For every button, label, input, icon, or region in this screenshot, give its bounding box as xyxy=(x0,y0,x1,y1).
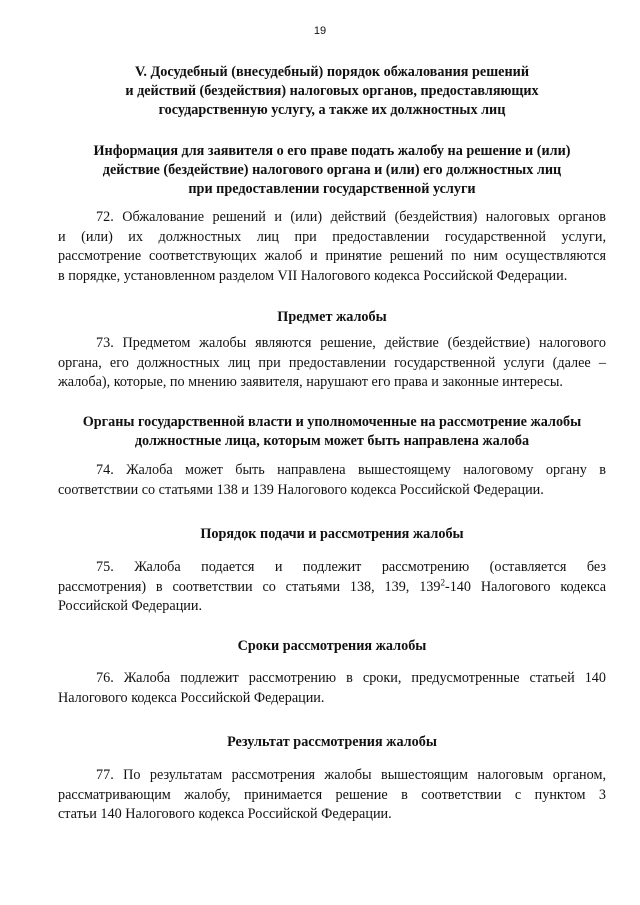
section-title xyxy=(58,63,606,120)
paragraph-line: 77. По результатам рассмотрения жалобы вышестоящим налоговым органом, xyxy=(96,767,606,783)
paragraph-line: в порядке, установленном разделом VII Налогового кодекса Российской Федерации. xyxy=(58,267,568,284)
paragraph-line: Налогового кодекса Российской Федерации. xyxy=(58,689,325,706)
paragraph-line: и (или) их должностных лиц при предоставлении государственной услуги, xyxy=(58,228,606,245)
bodies-heading-line: должностные лица, которым может быть направлена жалоба xyxy=(134,433,530,449)
paragraph-73 xyxy=(58,334,606,393)
subject-heading-line: Предмет жалобы xyxy=(277,309,387,325)
paragraph-line: статьи 140 Налогового кодекса Российской Федерации. xyxy=(58,806,392,822)
result-heading xyxy=(58,733,606,752)
paragraph-line: 76. Жалоба подлежит рассмотрению в сроки, предусмотренные статьей 140 xyxy=(96,670,606,686)
procedure-heading-line: Порядок подачи и рассмотрения жалобы xyxy=(200,526,464,542)
paragraph-line: жалоба), которые, по мнению заявителя, нарушают его права и законные интересы. xyxy=(58,374,563,390)
paragraph-line xyxy=(58,578,606,598)
info-heading-line: при предоставлении государственной услуги xyxy=(188,181,476,197)
result-heading-line: Результат рассмотрения жалобы xyxy=(227,734,437,750)
paragraph-text: -140 Налогового кодекса xyxy=(444,578,606,595)
paragraph-line: рассмотрение соответствующих жалоб и принятие решений по ним осуществляются xyxy=(58,248,606,264)
paragraph-line: органа, его должностных лиц при предоставлении государственной услуги (далее – xyxy=(58,354,606,371)
terms-heading-line: Сроки рассмотрения жалобы xyxy=(237,638,427,654)
paragraph-line: 73. Предметом жалобы являются решение, действие (бездействие) налогового xyxy=(96,335,606,351)
paragraph-line: рассматривающим жалобу, принимается решение в соответствии с пунктом 3 xyxy=(58,786,606,803)
paragraph-75 xyxy=(58,558,606,617)
terms-heading xyxy=(58,637,606,656)
procedure-heading xyxy=(58,525,606,544)
paragraph-line: 75. Жалоба подается и подлежит рассмотрению (оставляется без xyxy=(96,559,606,575)
paragraph-line: соответствии со статьями 138 и 139 Налогового кодекса Российской Федерации. xyxy=(58,481,544,498)
paragraph-line: Российской Федерации. xyxy=(58,598,203,614)
info-heading xyxy=(58,142,606,199)
paragraph-line: 72. Обжалование решений и (или) действий (бездействия) налоговых органов xyxy=(96,209,606,225)
paragraph-74 xyxy=(58,461,606,500)
paragraph-72 xyxy=(58,208,606,286)
paragraph-77 xyxy=(58,766,606,825)
info-heading-line: Информация для заявителя о его праве подать жалобу на решение и (или) xyxy=(93,143,571,159)
section-title-line: и действий (бездействия) налоговых органов, предоставляющих xyxy=(125,83,539,99)
superscript: 2 xyxy=(440,576,445,587)
paragraph-text: рассмотрения) в соответствии со статьями 138, 139, 139 xyxy=(58,578,441,595)
section-title-line: государственную услугу, а также их должностных лиц xyxy=(158,102,506,118)
paragraph-line: 74. Жалоба может быть направлена вышестоящему налоговому органу в xyxy=(96,462,606,478)
bodies-heading-line: Органы государственной власти и уполномоченные на рассмотрение жалобы xyxy=(82,414,582,430)
page-number: 19 xyxy=(313,25,327,37)
section-title-line: V. Досудебный (внесудебный) порядок обжалования решений xyxy=(135,64,529,80)
paragraph-76 xyxy=(58,669,606,708)
bodies-heading xyxy=(58,413,606,451)
subject-heading xyxy=(58,308,606,327)
info-heading-line: действие (бездействие) налогового органа и (или) его должностных лиц xyxy=(102,162,562,178)
